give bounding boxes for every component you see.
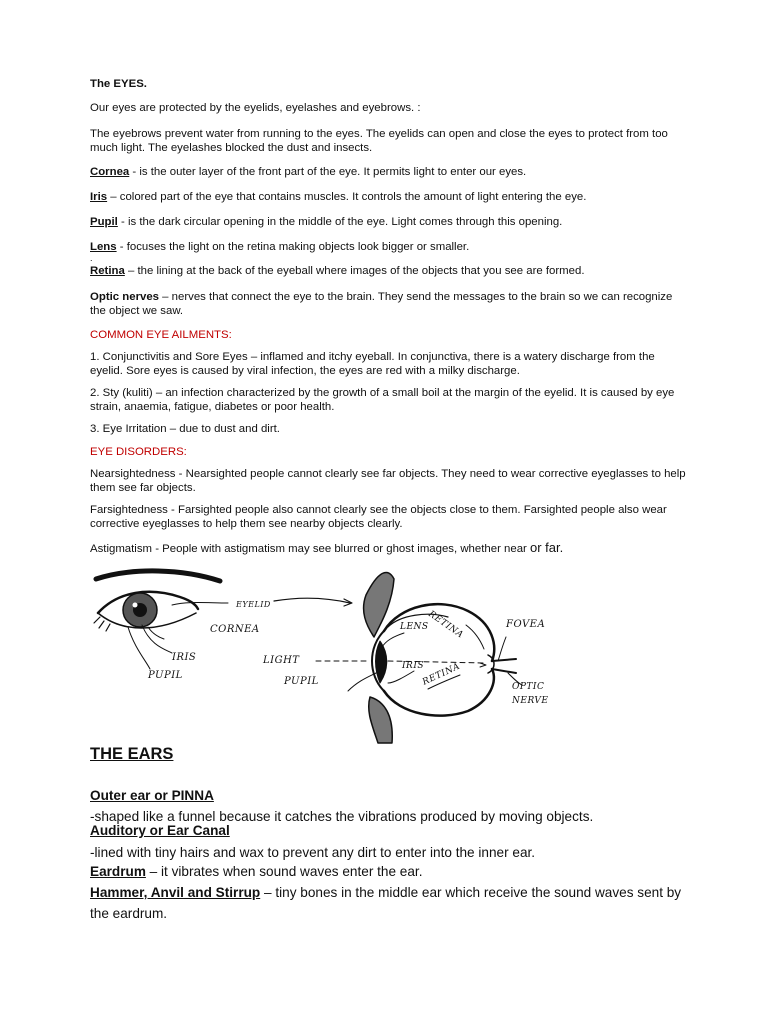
optic-nerve-drawing: [492, 659, 516, 673]
part-iris: [90, 191, 690, 205]
outer-ear-heading: Outer ear or PINNA: [90, 788, 214, 803]
part-cornea: [90, 166, 690, 180]
ailment-item: 1. Conjunctivitis and Sore Eyes – inflamed and itchy eyeball. In conjunctiva, there is a watery discharge from the eyelid. Sore eyes is caused by viral infection, the eyes are red with a milky discharge.: [90, 351, 655, 377]
ossicles-line: [90, 882, 690, 924]
desc-cornea: - is the outer layer of the front part of the eye. It permits light to enter our eyes.: [129, 166, 527, 178]
upper-eyelid-section: [364, 572, 394, 637]
desc-iris: – colored part of the eye that contains muscles. It controls the amount of light entering the eye.: [107, 191, 587, 203]
term-cornea: Cornea: [90, 166, 130, 178]
label-pupil-left: PUPIL: [148, 670, 183, 681]
stray-dot: .: [90, 253, 93, 263]
term-pupil: Pupil: [90, 216, 118, 228]
ailments-heading: COMMON EYE AILMENTS:: [90, 329, 232, 341]
eyes-intro: Our eyes are protected by the eyelids, eyelashes and eyebrows. :: [90, 102, 421, 114]
part-optic-nerves: [90, 291, 690, 318]
astigmatism-text: Astigmatism - People with astigmatism may see blurred or ghost images, whether near: [90, 543, 530, 555]
term-retina: Retina: [90, 265, 125, 277]
ossicles-term: Hammer, Anvil and Stirrup: [90, 885, 261, 900]
diagram-labels: [147, 600, 548, 706]
desc-lens: - focuses the light on the retina making objects look bigger or smaller.: [116, 241, 470, 253]
ear-canal-heading: Auditory or Ear Canal: [90, 823, 230, 838]
part-lens: [90, 241, 690, 255]
disorders-heading: EYE DISORDERS:: [90, 446, 187, 458]
ailment-item: 3. Eye Irritation – due to dust and dirt.: [90, 423, 280, 435]
label-light: LIGHT: [263, 655, 300, 666]
eye-diagram: [88, 565, 558, 745]
eardrum-term: Eardrum: [90, 864, 146, 879]
outer-ear-desc: -shaped like a funnel because it catches the vibrations produced by moving objects.: [90, 809, 594, 824]
eyeball-outline: [384, 604, 494, 661]
label-iris-left: IRIS: [172, 652, 197, 663]
label-optic: OPTIC: [512, 682, 545, 692]
eardrum-line: [90, 862, 690, 881]
lens-drawing: [376, 641, 387, 683]
ossicles-desc: – tiny bones in the middle ear which receive the sound waves sent by the eardrum.: [90, 885, 682, 921]
eyes-title: The EYES.: [90, 78, 147, 90]
eardrum-desc: – it vibrates when sound waves enter the ear.: [145, 864, 423, 879]
eyebrow-drawing: [96, 571, 220, 581]
label-pupil-right: PUPIL: [284, 676, 319, 687]
eyes-protection: The eyebrows prevent water from running to the eyes. The eyelids can open and close the eyes to protect from too much light. The eyelashes blocked the dust and insects.: [90, 128, 668, 154]
label-retina-bottom: RETINA: [421, 661, 462, 688]
term-optic-nerves: Optic nerves: [90, 291, 160, 303]
ailment-item: 2. Sty (kuliti) – an infection characterized by the growth of a small boil at the margin of the eyelid. It is caused by eye strain, anaemia, fatigue, diabetes or poor health.: [90, 387, 675, 413]
desc-optic-nerves: – nerves that connect the eye to the brain. They send the messages to the brain so we can recognize the object we saw.: [90, 291, 673, 317]
label-iris-right: IRIS: [402, 661, 425, 671]
label-eyelid: EYELID: [236, 600, 271, 609]
term-iris: Iris: [90, 191, 108, 203]
term-lens: Lens: [90, 241, 117, 253]
part-retina: [90, 265, 690, 279]
astigmatism-end: or far.: [530, 540, 564, 555]
ear-canal-desc: -lined with tiny hairs and wax to prevent any dirt to enter into the inner ear.: [90, 845, 536, 860]
label-lens: LENS: [400, 622, 429, 632]
disorder-item: Farsightedness - Farsighted people also cannot clearly see the objects close to them. Farsighted people also wear corrective eyeglasses to help them see nearby objects clearly.: [90, 504, 667, 530]
label-nerve: NERVE: [512, 696, 549, 706]
part-pupil: [90, 216, 690, 230]
disorder-item: Nearsightedness - Nearsighted people cannot clearly see far objects. They need to wear corrective eyeglasses to help them see far objects.: [90, 468, 686, 494]
astigmatism-line: [90, 541, 690, 557]
desc-pupil: - is the dark circular opening in the middle of the eye. Light comes through this opening.: [117, 216, 563, 228]
label-retina-top: RETINA: [426, 609, 466, 641]
ears-title: THE EARS: [90, 745, 174, 763]
label-fovea: FOVEA: [506, 619, 546, 630]
desc-retina: – the lining at the back of the eyeball where images of the objects that you see are formed.: [124, 265, 585, 277]
lower-eyelid-section: [369, 697, 393, 743]
label-cornea: CORNEA: [210, 624, 260, 635]
